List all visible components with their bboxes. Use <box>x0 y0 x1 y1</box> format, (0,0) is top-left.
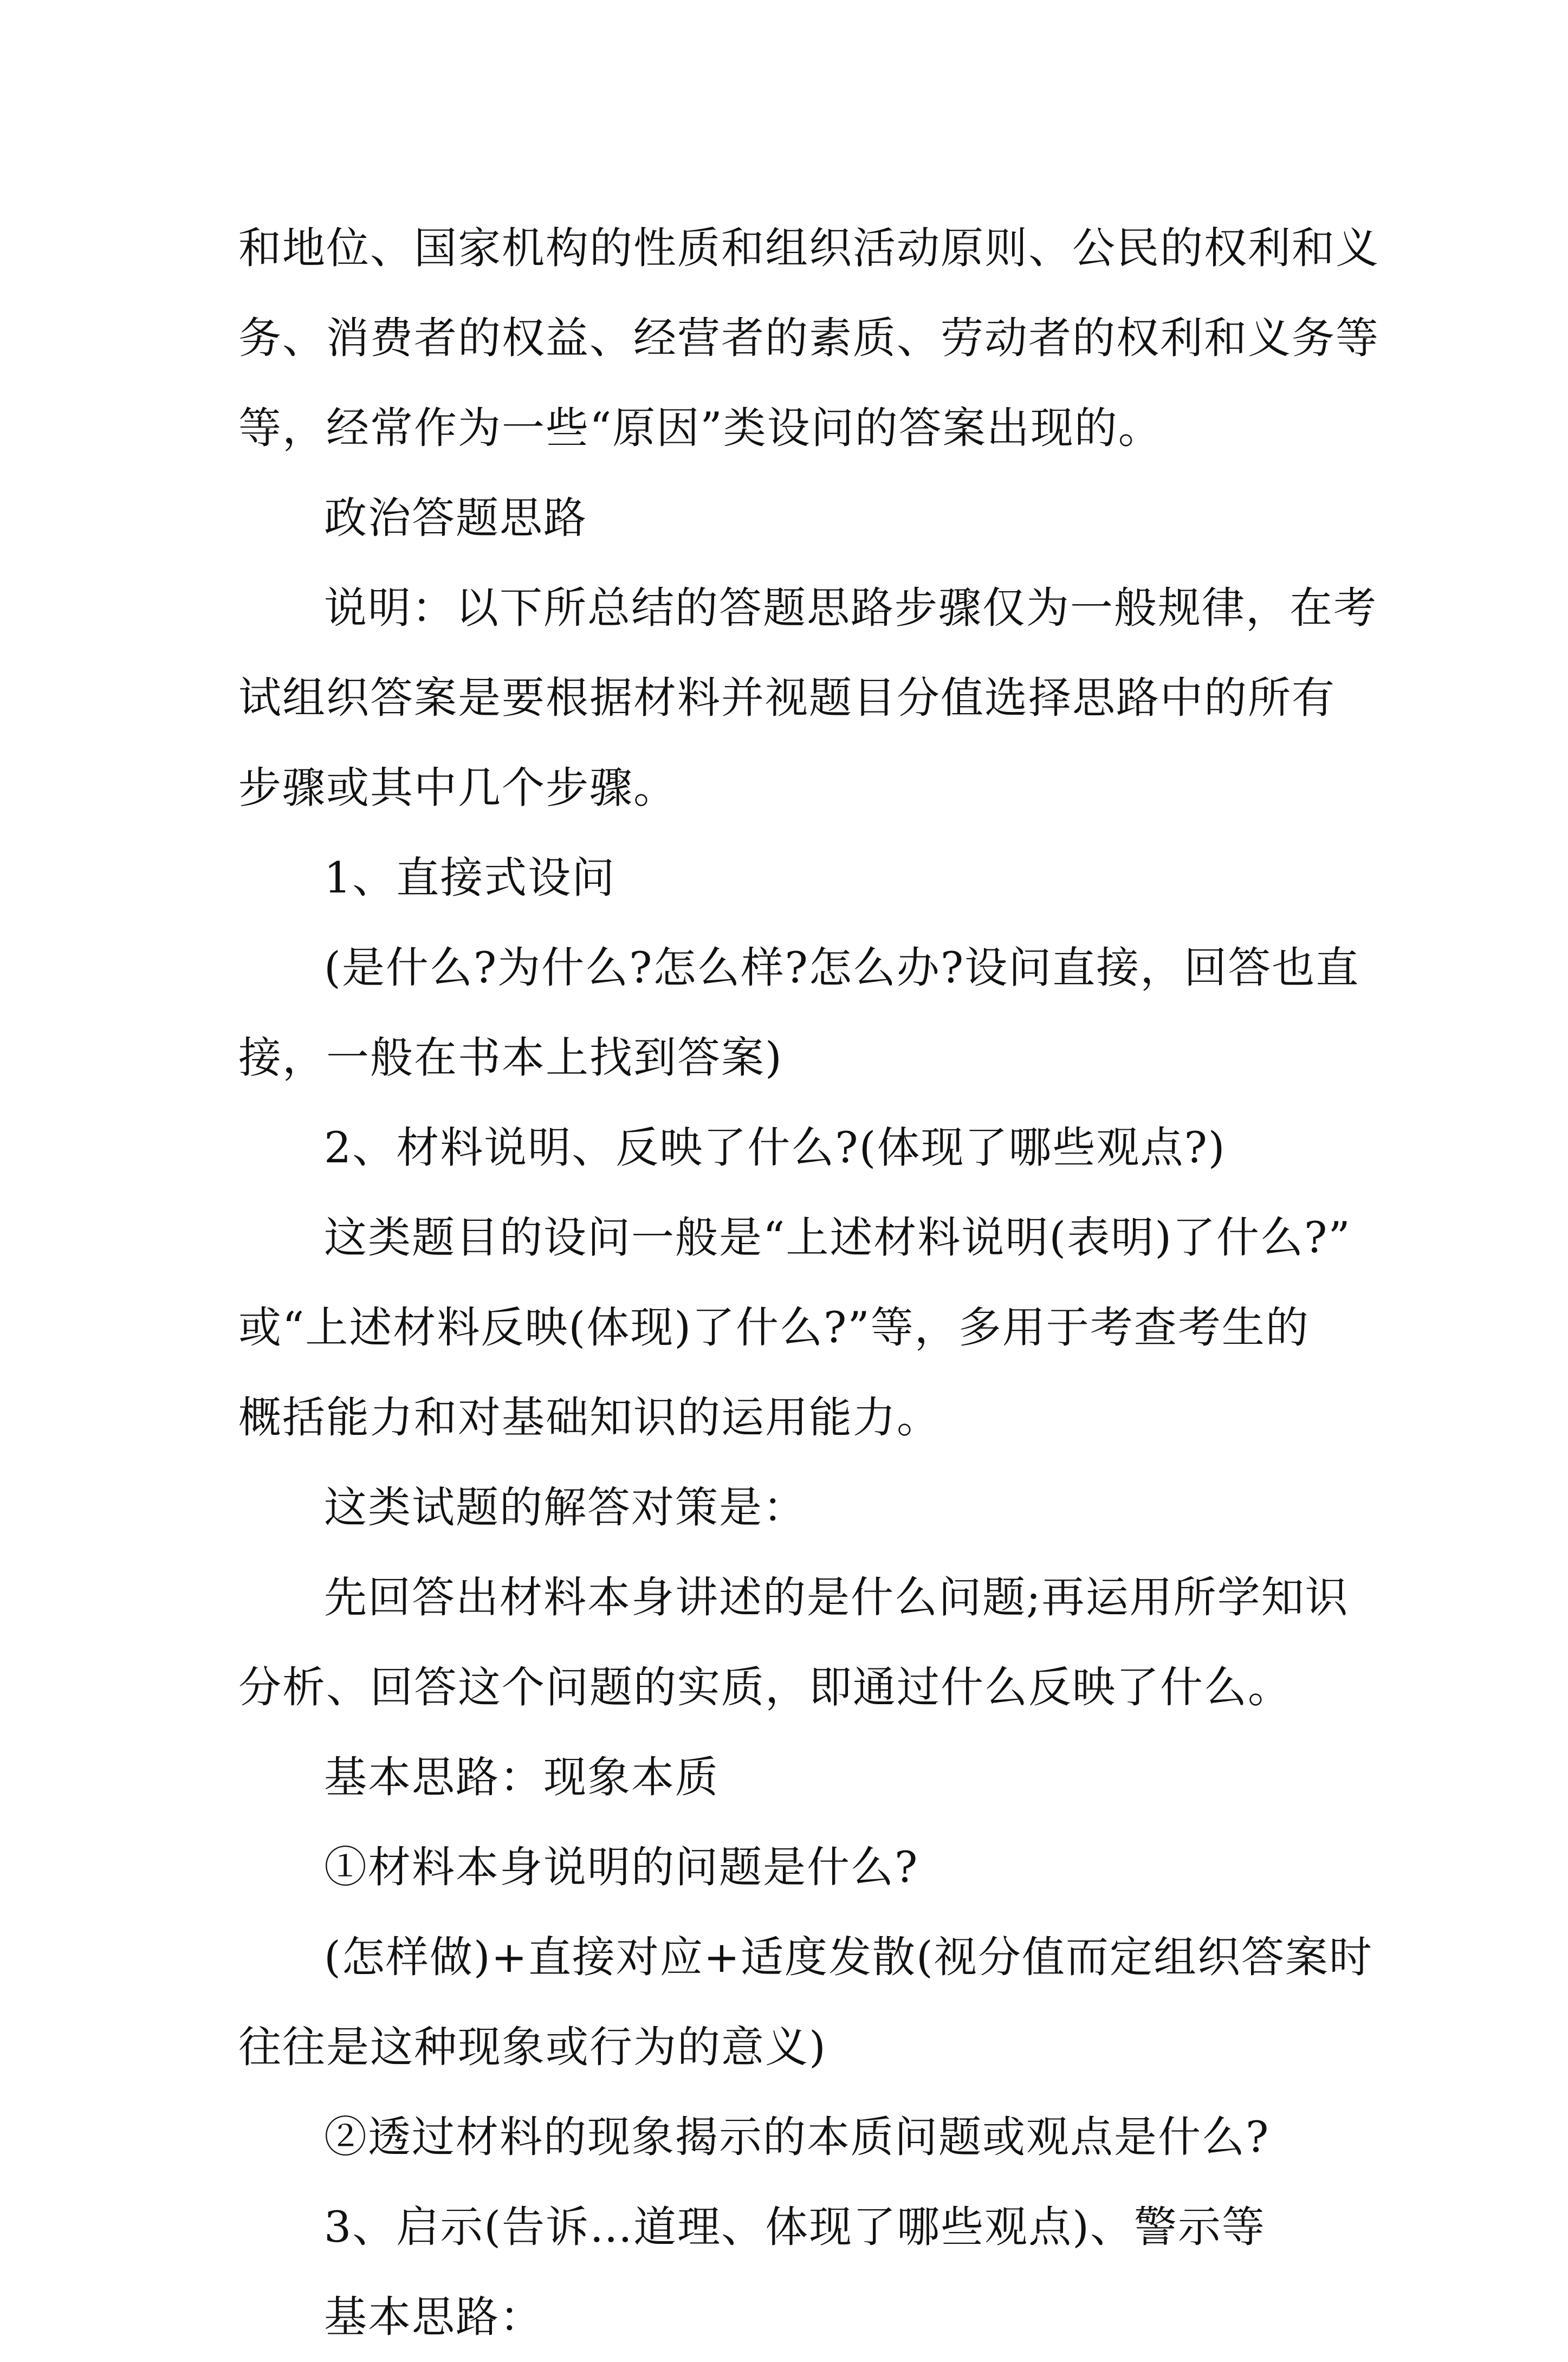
body-line: 这类题目的设问一般是“上述材料说明(表明)了什么?” <box>324 1213 1351 1263</box>
item-heading: 2、材料说明、反映了什么?(体现了哪些观点?) <box>324 1123 1226 1173</box>
body-line: 这类试题的解答对策是： <box>324 1483 807 1532</box>
body-line: 或“上述材料反映(体现)了什么?”等，多用于考查考生的 <box>238 1303 1310 1353</box>
body-line: 往往是这种现象或行为的意义) <box>238 2022 827 2072</box>
item-heading: 3、启示(告诉…道理、体现了哪些观点)、警示等 <box>324 2202 1266 2252</box>
body-line: ②透过材料的现象揭示的本质问题或观点是什么? <box>324 2112 1270 2162</box>
body-line: 说明：以下所总结的答题思路步骤仅为一般规律，在考 <box>324 583 1377 633</box>
body-line: 先回答出材料本身讲述的是什么问题;再运用所学知识 <box>324 1572 1349 1622</box>
body-line: 和地位、国家机构的性质和组织活动原则、公民的权利和义 <box>238 223 1379 273</box>
body-line: 接，一般在书本上找到答案) <box>238 1033 783 1083</box>
body-line: 试组织答案是要根据材料并视题目分值选择思路中的所有 <box>238 673 1336 723</box>
body-line: 概括能力和对基础知识的运用能力。 <box>238 1393 941 1442</box>
body-line: (是什么?为什么?怎么样?怎么办?设问直接，回答也直 <box>324 943 1360 993</box>
body-line: 步骤或其中几个步骤。 <box>238 763 677 813</box>
document-body <box>238 203 1379 2362</box>
body-line: 基本思路：现象本质 <box>324 1752 719 1802</box>
item-heading: 1、直接式设问 <box>324 853 616 903</box>
body-line: ①材料本身说明的问题是什么? <box>324 1842 919 1892</box>
body-line: 基本思路： <box>324 2292 543 2342</box>
body-line: 分析、回答这个问题的实质，即通过什么反映了什么。 <box>238 1662 1292 1712</box>
section-heading: 政治答题思路 <box>324 493 587 543</box>
body-line: 务、消费者的权益、经营者的素质、劳动者的权利和义务等 <box>238 313 1379 363</box>
body-line: 等，经常作为一些“原因”类设问的答案出现的。 <box>238 403 1162 453</box>
body-line: (怎样做)+直接对应+适度发散(视分值而定组织答案时 <box>324 1932 1373 1982</box>
